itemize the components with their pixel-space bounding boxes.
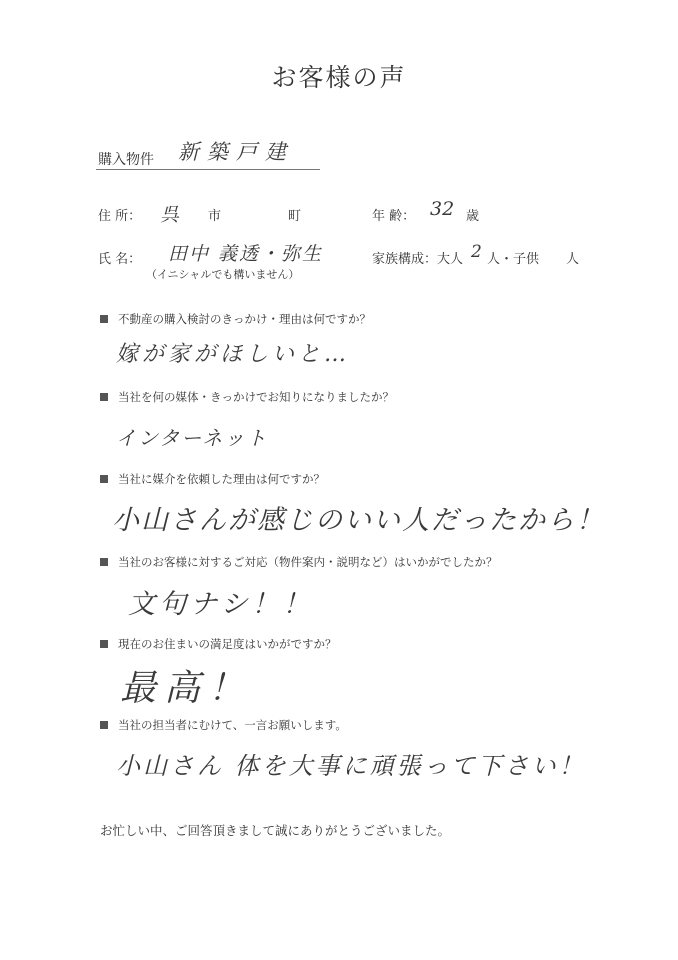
name-value: 田中 義透・弥生: [168, 243, 324, 265]
bullet-square-icon: [100, 393, 108, 401]
address-city-suffix: 市: [208, 209, 222, 224]
bullet-square-icon: [100, 475, 108, 483]
family-suffix: 人: [566, 252, 580, 267]
question-text: 不動産の購入検討のきっかけ・理由は何ですか？: [118, 312, 371, 326]
answer-4: 文句ナシ！！: [128, 589, 314, 620]
answer-1: 嫁が家がほしいと…: [116, 342, 351, 367]
question-6: [100, 717, 347, 733]
question-1: [100, 311, 371, 327]
question-4: [100, 554, 498, 570]
answer-6: 小山さん 体を大事に頑張って下さい！: [116, 752, 586, 780]
question-text: 当社を何の媒体・きっかけでお知りになりましたか？: [118, 390, 394, 404]
address-label: 住 所：: [98, 209, 142, 224]
page-title: お客様の声: [271, 63, 407, 92]
address-city-value: 呉: [160, 204, 180, 226]
question-text: 当社の担当者にむけて、一言お願いします。: [118, 718, 347, 732]
question-text: 当社のお客様に対するご対応（物件案内・説明など）はいかがでしたか？: [118, 555, 498, 569]
bullet-square-icon: [100, 315, 108, 323]
closing-message: お忙しい中、ご回答頂きまして誠にありがとうございました。: [100, 823, 451, 838]
bullet-square-icon: [100, 640, 108, 648]
family-mid-label: 人・子供: [487, 252, 540, 267]
name-note: （イニシャルでも構いません）: [146, 268, 300, 281]
question-2: [100, 389, 394, 405]
answer-2: インターネット: [116, 426, 269, 450]
name-label: 氏 名：: [98, 252, 142, 267]
property-value: 新築戸建: [178, 140, 294, 164]
property-underline: [96, 169, 320, 170]
question-text: 現在のお住まいの満足度はいかがですか？: [118, 637, 337, 651]
age-label: 年 齢：: [372, 209, 416, 224]
question-5: [100, 636, 337, 652]
answer-5: 最高！: [120, 668, 253, 709]
property-label: 購入物件: [98, 152, 154, 168]
answer-3: 小山さんが感じのいい人だったから！: [112, 505, 605, 536]
address-town-suffix: 町: [288, 209, 302, 224]
question-text: 当社に媒介を依頼した理由は何ですか？: [118, 472, 325, 486]
family-adults-value: 2: [471, 242, 482, 262]
bullet-square-icon: [100, 721, 108, 729]
age-value: 32: [430, 198, 455, 220]
bullet-square-icon: [100, 558, 108, 566]
question-3: [100, 471, 325, 487]
age-suffix: 歳: [466, 209, 480, 224]
family-label: 家族構成：大人: [372, 252, 464, 267]
